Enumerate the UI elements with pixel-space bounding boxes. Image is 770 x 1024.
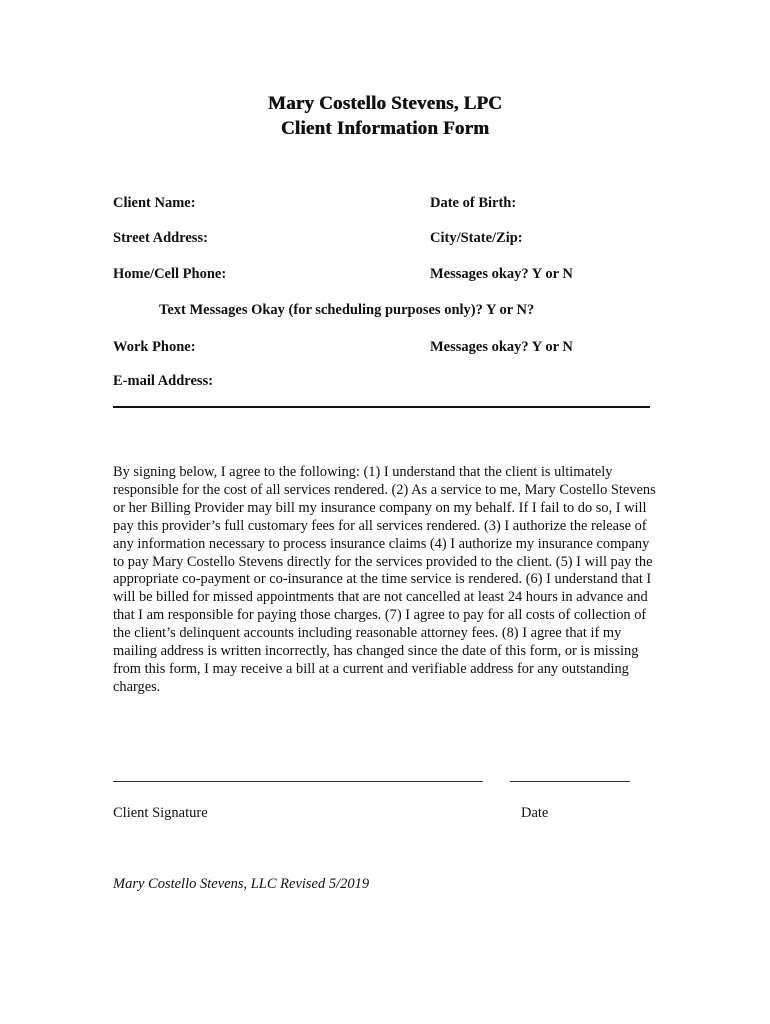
- form-title-line-2: Client Information Form: [280, 118, 490, 139]
- client-name-label: Client Name:: [113, 195, 196, 211]
- home-messages-okay-label: Messages okay? Y or N: [430, 266, 573, 282]
- work-phone-label: Work Phone:: [113, 339, 196, 355]
- city-state-zip-label: City/State/Zip:: [430, 230, 523, 246]
- email-underline: [113, 406, 650, 408]
- email-address-label: E-mail Address:: [113, 373, 214, 389]
- revision-footer: Mary Costello Stevens, LLC Revised 5/2019: [113, 876, 370, 892]
- date-of-birth-label: Date of Birth:: [430, 195, 517, 211]
- client-signature-label: Client Signature: [113, 805, 208, 821]
- form-title-line-1: Mary Costello Stevens, LPC: [267, 93, 503, 114]
- date-label: Date: [521, 805, 549, 821]
- client-signature-line: [113, 781, 483, 782]
- text-messages-okay-label: Text Messages Okay (for scheduling purposes only)? Y or N?: [159, 302, 535, 318]
- home-cell-phone-label: Home/Cell Phone:: [113, 266, 227, 282]
- date-signature-line: [510, 781, 630, 782]
- work-messages-okay-label: Messages okay? Y or N: [430, 339, 573, 355]
- agreement-paragraph: By signing below, I agree to the following: (1) I understand that the client is ultimately responsible for the cost of all services rendered. (2) As a service to me, Mary Costello Stevens or her Billing Provider may bill my insurance company on my behalf. If I fail to do so, I will pay this provider’s full customary fees for all services rendered. (3) I authorize the release of any information necessary to process insurance claims (4) I authorize my insurance company to pay Mary Costello Stevens directly for the services provided to the client. (5) I will pay the appropriate co-payment or co-insurance at the time service is rendered. (6) I understand that I will be billed for missed appointments that are not cancelled at least 24 hours in advance and that I am responsible for paying those charges. (7) I agree to pay for all costs of collection of the client’s delinquent accounts including reasonable attorney fees. (8) I agree that if my mailing address is written incorrectly, has changed since the date of this form, or is missing from this form, I may receive a bill at a current and verifiable address for any outstanding charges.: [113, 464, 656, 695]
- street-address-label: Street Address:: [113, 230, 208, 246]
